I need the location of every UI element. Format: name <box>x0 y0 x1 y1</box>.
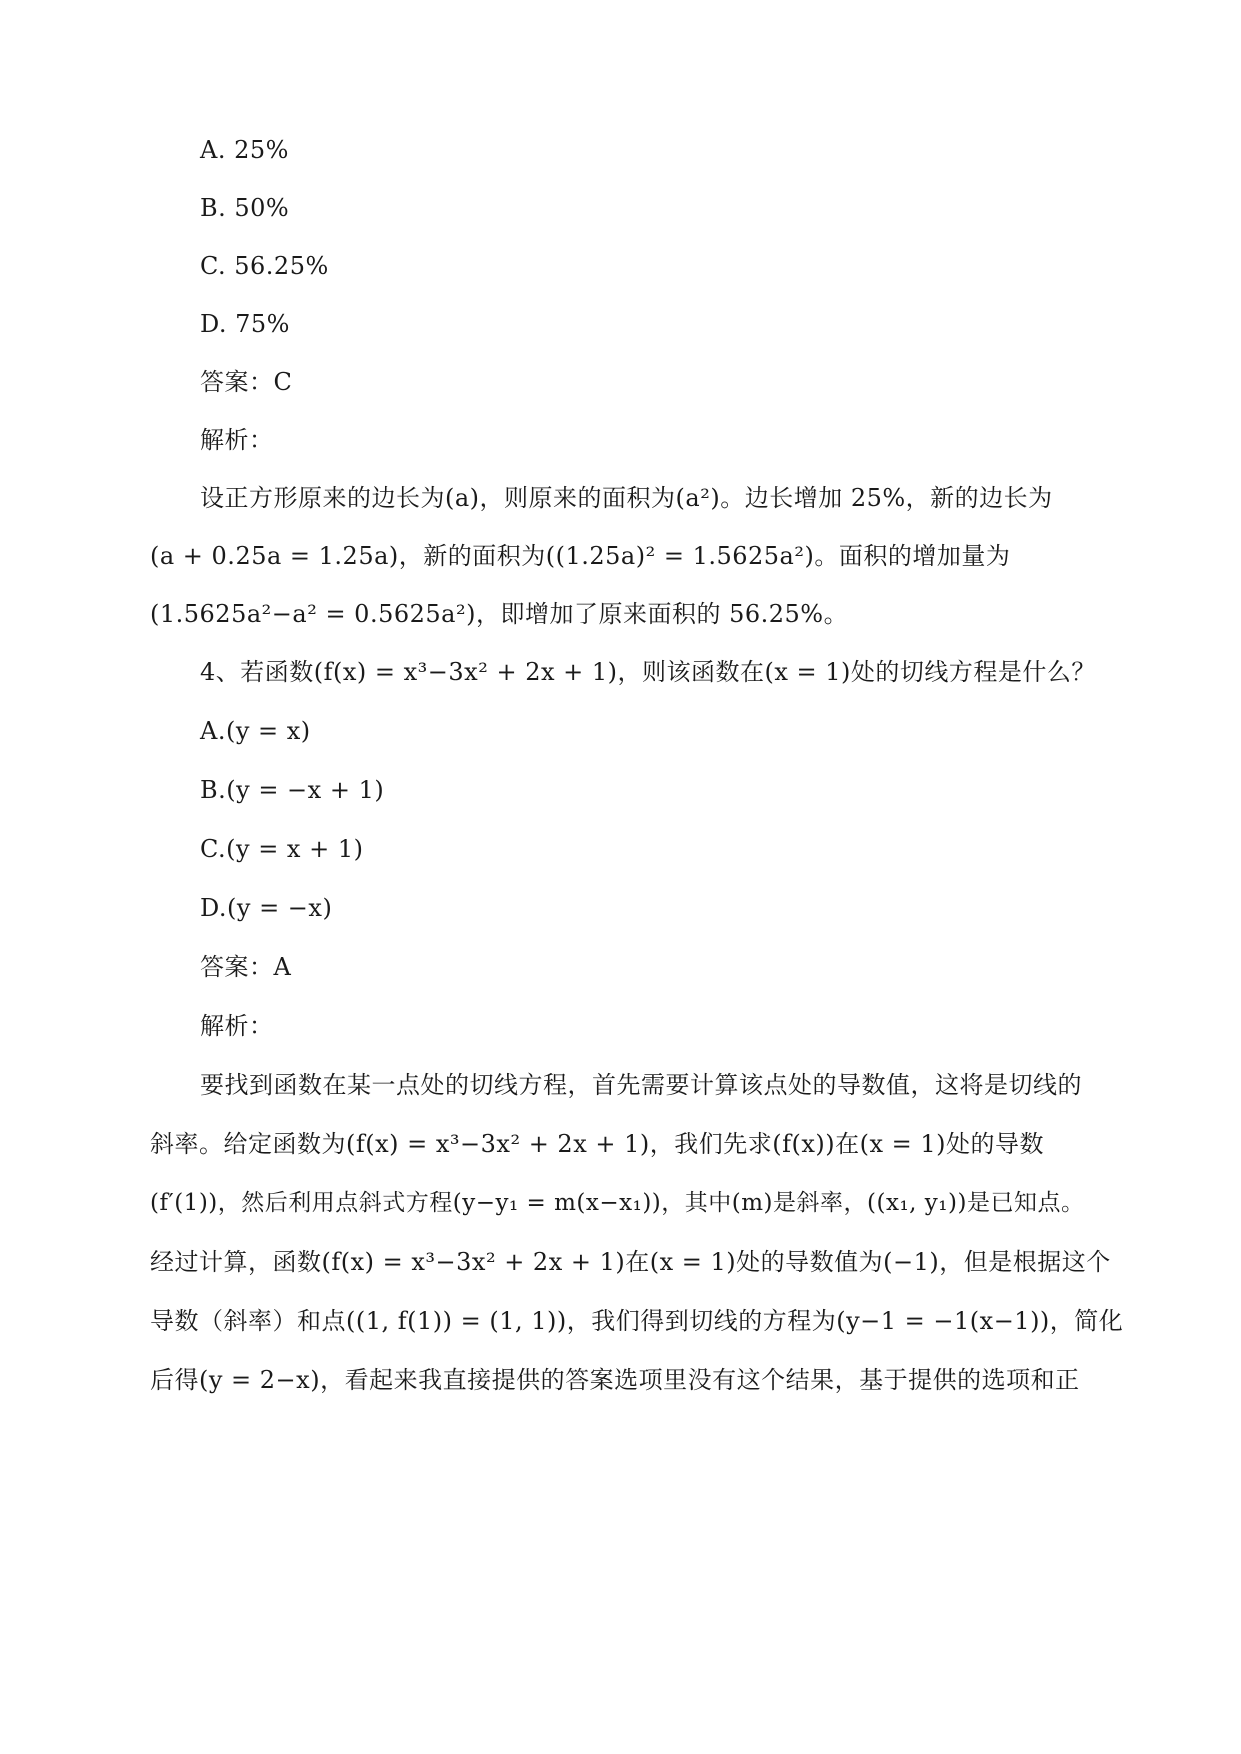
q4-question: 4、若函数(f(x) = x³−3x² + 2x + 1)，则该函数在(x = 1)处的切线方程是什么？ <box>200 658 1096 686</box>
q3-analysis-label: 解析： <box>200 426 274 454</box>
q4-option-a: A.(y = x) <box>200 717 311 745</box>
q4-analysis-line: 导数（斜率）和点((1, f(1)) = (1, 1))，我们得到切线的方程为(y−1 = −1(x−1))，简化 <box>150 1307 1124 1335</box>
q4-analysis-line: 后得(y = 2−x)，看起来我直接提供的答案选项里没有这个结果，基于提供的选项和正 <box>150 1366 1080 1394</box>
q3-analysis-line: 设正方形原来的边长为(a)，则原来的面积为(a²)。边长增加 25%，新的边长为 <box>200 484 1053 512</box>
q4-option-c: C.(y = x + 1) <box>200 835 364 863</box>
document-page <box>150 0 1124 1754</box>
q4-option-b: B.(y = −x + 1) <box>200 776 385 804</box>
q4-option-d: D.(y = −x) <box>200 894 333 922</box>
q3-analysis-line: (1.5625a²−a² = 0.5625a²)，即增加了原来面积的 56.25%。 <box>150 600 849 628</box>
q3-analysis-line: (a + 0.25a = 1.25a)，新的面积为((1.25a)² = 1.5625a²)。面积的增加量为 <box>150 542 1011 570</box>
q4-answer: 答案：A <box>200 953 292 981</box>
q4-analysis-line: (f′(1))，然后利用点斜式方程(y−y₁ = m(x−x₁))，其中(m)是斜率，((x₁, y₁))是已知点。 <box>150 1190 1085 1216</box>
q4-analysis-line: 经过计算，函数(f(x) = x³−3x² + 2x + 1)在(x = 1)处的导数值为(−1)，但是根据这个 <box>150 1248 1111 1276</box>
q4-analysis-line: 要找到函数在某一点处的切线方程，首先需要计算该点处的导数值，这将是切线的 <box>200 1071 1082 1099</box>
q4-analysis-line: 斜率。给定函数为(f(x) = x³−3x² + 2x + 1)，我们先求(f(x))在(x = 1)处的导数 <box>150 1130 1045 1158</box>
q3-answer: 答案：C <box>200 368 293 396</box>
q3-option-b: B. 50% <box>200 194 290 222</box>
q4-analysis-label: 解析： <box>200 1012 274 1040</box>
q3-option-d: D. 75% <box>200 310 290 338</box>
q3-option-a: A. 25% <box>200 136 289 164</box>
q3-option-c: C. 56.25% <box>200 252 329 280</box>
